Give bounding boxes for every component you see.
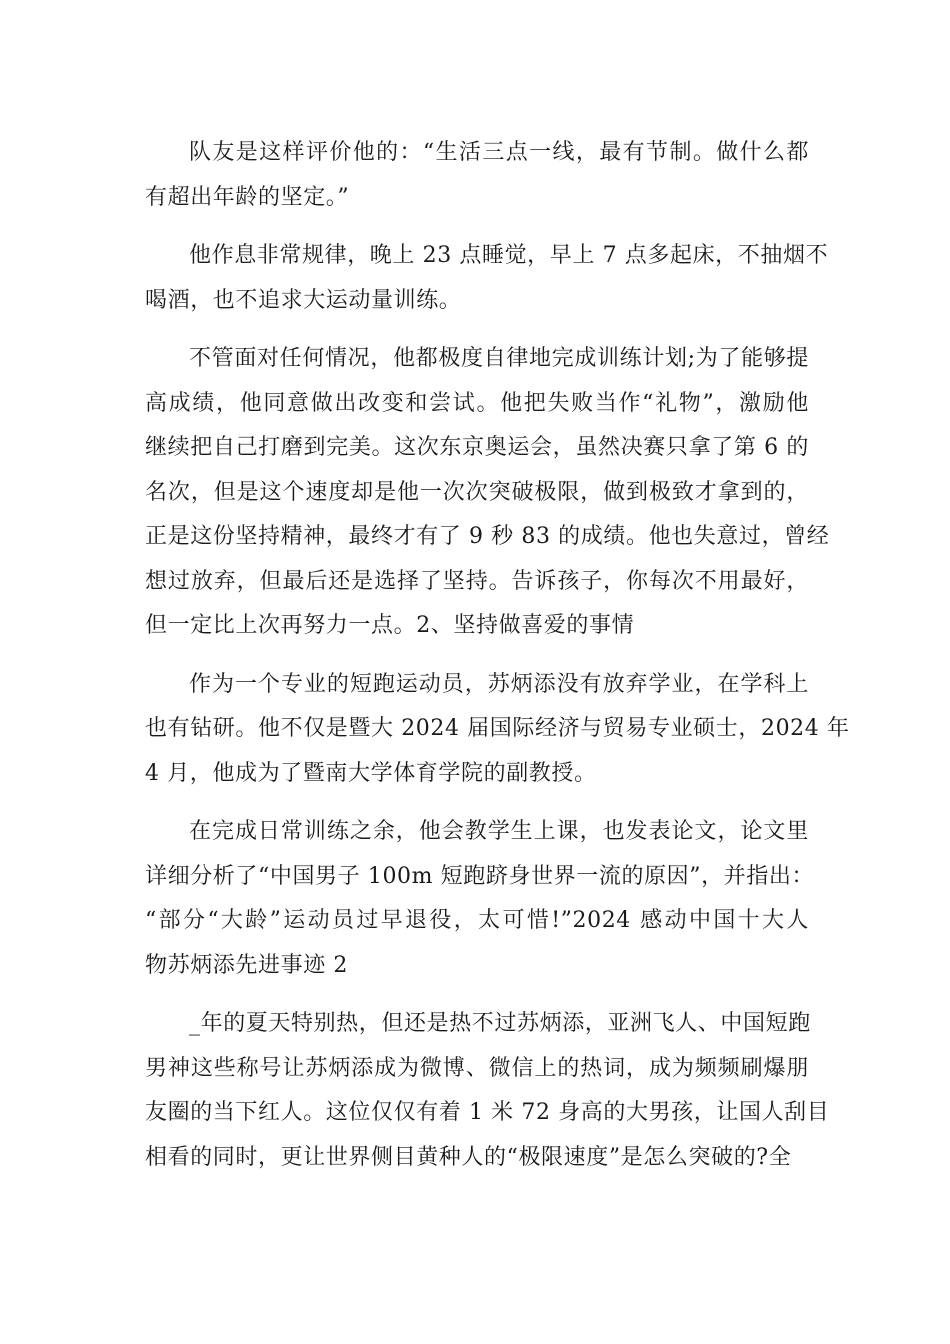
paragraph-line: 物苏炳添先进事迹 2 [145,952,348,978]
paragraph-line: 详细分析了“中国男子 100m 短跑跻身世界一流的原因”，并指出： [145,863,815,889]
paragraph-line: 不管面对任何情况，他都极度自律地完成训练计划;为了能够提 [189,346,809,371]
paragraph-teammate-evaluation [145,131,809,220]
paragraph-academics [145,663,850,797]
paragraph-line: 喝酒，也不追求大运动量训练。 [145,287,462,313]
paragraph-line: 友圈的当下红人。这位仅仅有着 1 米 72 身高的大男孩，让国人刮目 [145,1100,830,1125]
paragraph-line: 在完成日常训练之余，他会教学生上课，也发表论文，论文里 [189,819,809,844]
paragraph-line: 4 月，他成为了暨南大学体育学院的副教授。 [145,760,597,786]
paragraph-line: 高成绩，他同意做出改变和尝试。他把失败当作“礼物”，激励他 [145,390,809,416]
paragraph-line: 但一定比上次再努力一点。2、坚持做喜爱的事情 [145,613,635,638]
paragraph-summer-fame [145,1002,830,1180]
paragraph-self-discipline [145,337,830,649]
paragraph-line: 有超出年龄的坚定。” [145,184,350,210]
paragraph-line: 也有钻研。他不仅是暨大 2024 届国际经济与贸易专业硕士，2024 年 [145,716,850,741]
paragraph-line: 正是这份坚持精神，最终才有了 9 秒 83 的成绩。他也失意过，曾经 [145,524,830,549]
paragraph-line: 相看的同时，更让世界侧目黄种人的“极限速度”是怎么突破的?全 [145,1144,792,1170]
paragraph-daily-routine [145,234,829,323]
document-body [145,131,850,1194]
paragraph-line: “部分“大龄”运动员过早退役，太可惜!”2024 感动中国十大人 [145,908,809,933]
paragraph-line: 男神这些称号让苏炳添成为微博、微信上的热词，成为频频刷爆朋 [145,1055,809,1081]
paragraph-teaching-research [145,810,815,988]
paragraph-line: 想过放弃，但最后还是选择了坚持。告诉孩子，你每次不用最好， [145,568,809,594]
paragraph-line: 作为一个专业的短跑运动员，苏炳添没有放弃学业，在学科上 [189,671,809,697]
paragraph-line: 继续把自己打磨到完美。这次东京奥运会，虽然决赛只拿了第 6 的 [145,435,809,460]
paragraph-line: 名次，但是这个速度却是他一次次突破极限，做到极致才拿到的， [145,479,809,505]
paragraph-line: 他作息非常规律，晚上 23 点睡觉，早上 7 点多起床，不抽烟不 [189,243,829,268]
paragraph-line: 队友是这样评价他的：“生活三点一线，最有节制。做什么都 [189,140,809,165]
paragraph-line: _年的夏天特别热，但还是热不过苏炳添，亚洲飞人、中国短跑 [189,1011,811,1036]
